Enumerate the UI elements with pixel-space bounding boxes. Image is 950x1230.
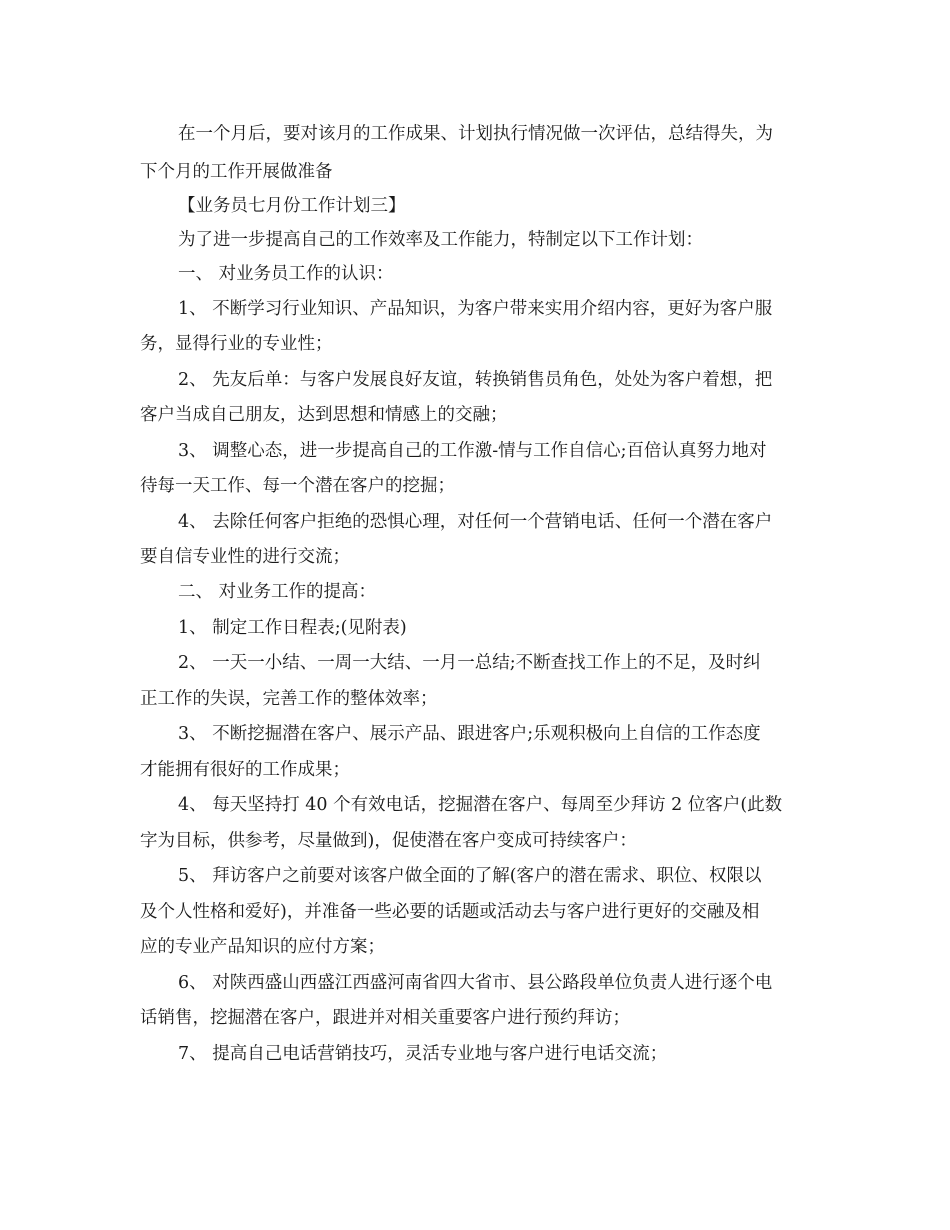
list-item-line: 2、 先友后单：与客户发展良好友谊，转换销售员角色，处处为客户着想，把 bbox=[178, 370, 773, 390]
list-item-line: 待每一天工作、每一个潜在客户的挖掘； bbox=[140, 476, 455, 496]
list-item-line: 话销售，挖掘潜在客户，跟进并对相关重要客户进行预约拜访； bbox=[140, 1008, 630, 1028]
list-item-line: 才能拥有很好的工作成果； bbox=[140, 760, 350, 780]
list-item-line: 6、 对陕西盛山西盛江西盛河南省四大省市、县公路段单位负责人进行逐个电 bbox=[178, 973, 773, 993]
list-item-line: 7、 提高自己电话营销技巧，灵活专业地与客户进行电话交流； bbox=[178, 1044, 668, 1064]
list-item-line: 4、 去除任何客户拒绝的恐惧心理，对任何一个营销电话、任何一个潜在客户 bbox=[178, 512, 773, 532]
list-item-line: 3、 调整心态，进一步提高自己的工作激-情与工作自信心;百倍认真努力地对 bbox=[178, 441, 767, 461]
list-item-line: 要自信专业性的进行交流； bbox=[140, 547, 350, 567]
list-item-line: 5、 拜访客户之前要对该客户做全面的了解(客户的潜在需求、职位、权限以 bbox=[178, 866, 762, 886]
section-heading: 【业务员七月份工作计划三】 bbox=[178, 196, 406, 216]
paragraph-line: 为了进一步提高自己的工作效率及工作能力，特制定以下工作计划： bbox=[178, 230, 703, 250]
list-item-line: 4、 每天坚持打 40 个有效电话，挖掘潜在客户、每周至少拜访 2 位客户(此数 bbox=[178, 795, 783, 815]
list-item-line: 务，显得行业的专业性； bbox=[140, 334, 333, 354]
list-item-line: 正工作的失误，完善工作的整体效率； bbox=[140, 689, 438, 709]
list-item-line: 1、 不断学习行业知识、产品知识，为客户带来实用介绍内容，更好为客户服 bbox=[178, 299, 773, 319]
section-heading: 二、 对业务工作的提高： bbox=[178, 582, 377, 602]
section-heading: 一、 对业务员工作的认识： bbox=[178, 264, 394, 284]
list-item-line: 客户当成自己朋友，达到思想和情感上的交融； bbox=[140, 405, 508, 425]
list-item-line: 2、 一天一小结、一周一大结、一月一总结;不断查找工作上的不足，及时纠 bbox=[178, 653, 761, 673]
list-item-line: 及个人性格和爱好)，并准备一些必要的话题或活动去与客户进行更好的交融及相 bbox=[140, 902, 760, 922]
list-item-line: 应的专业产品知识的应付方案； bbox=[140, 937, 385, 957]
list-item-line: 3、 不断挖掘潜在客户、展示产品、跟进客户;乐观积极向上自信的工作态度 bbox=[178, 724, 761, 744]
paragraph-line: 下个月的工作开展做准备 bbox=[140, 162, 333, 182]
list-item-line: 字为目标，供参考，尽量做到)，促使潜在客户变成可持续客户： bbox=[140, 831, 637, 851]
list-item-line: 1、 制定工作日程表;(见附表) bbox=[178, 618, 407, 638]
paragraph-line: 在一个月后，要对该月的工作成果、计划执行情况做一次评估，总结得失，为 bbox=[178, 124, 773, 144]
